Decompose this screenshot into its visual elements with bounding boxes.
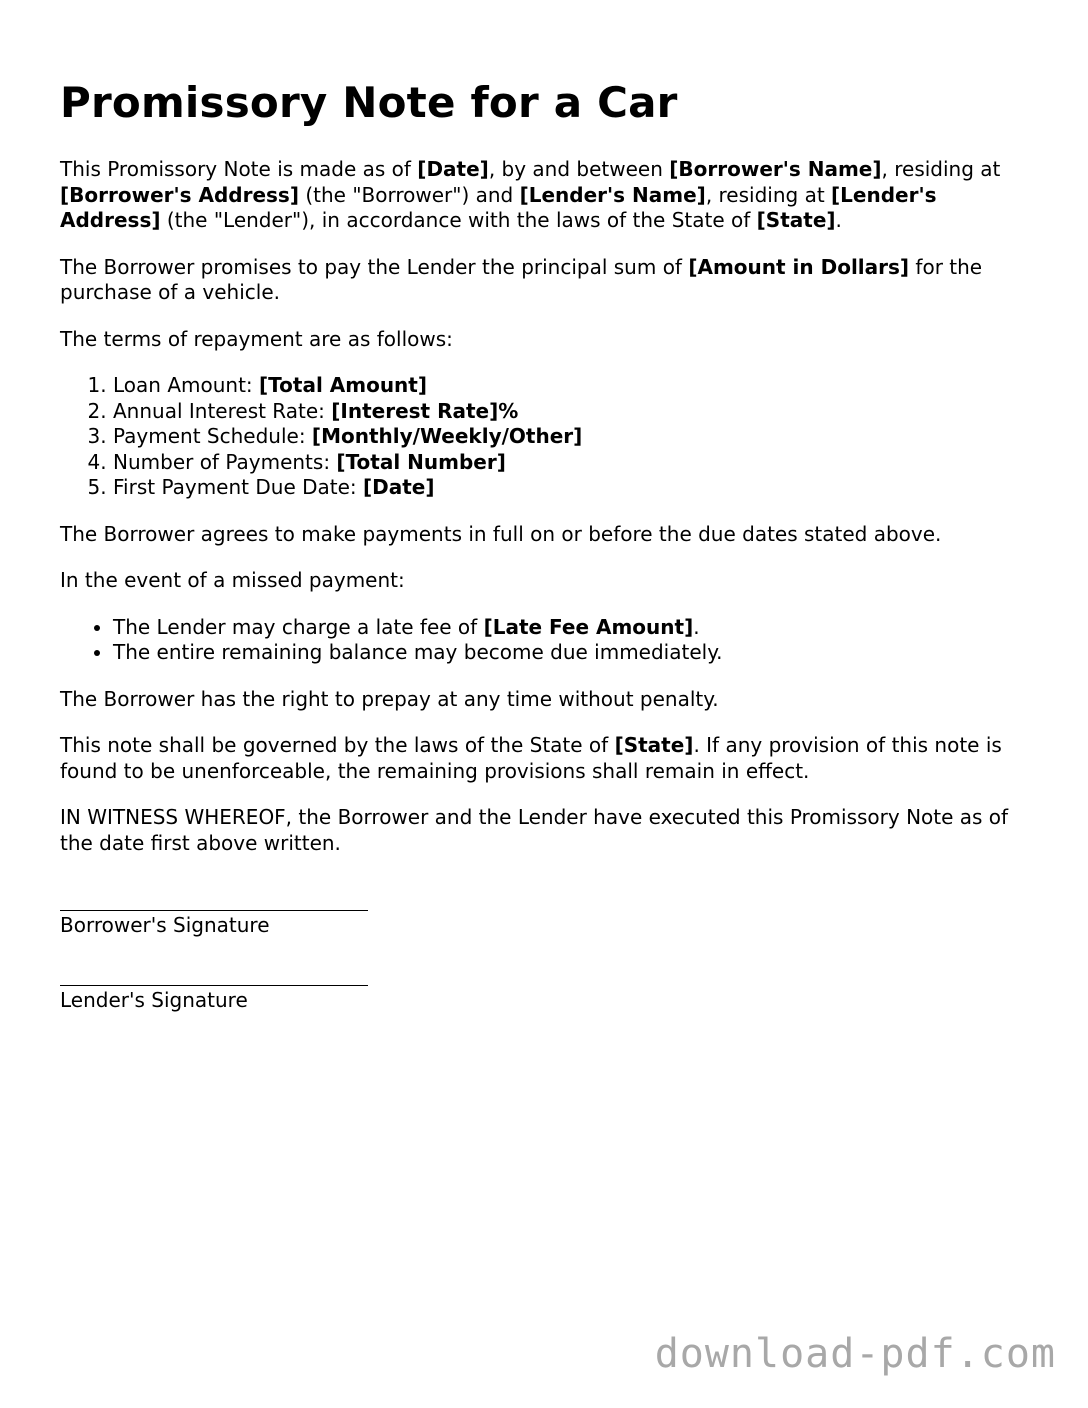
lender-signature-label: Lender's Signature <box>60 987 248 1012</box>
lender-signature-line[interactable] <box>60 963 368 986</box>
intro-text: (the "Borrower") and <box>298 182 520 207</box>
governing-text: . If any provision of this note is found to be unenforceable, the remaining provisions shall remain in effect. <box>60 733 1002 783</box>
intro-text: (the "Lender"), in accordance with the laws of the State of <box>160 208 757 232</box>
terms-list <box>60 373 1030 501</box>
intro-text: This Promissory Note is made as of <box>60 157 418 181</box>
borrower-address-placeholder: [Borrower's Address] <box>60 182 299 207</box>
intro-text: , by and between <box>488 157 670 181</box>
late-fee-placeholder: [Late Fee Amount] <box>483 614 694 639</box>
terms-intro: The terms of repayment are as follows: <box>60 326 453 351</box>
missed-text: . <box>693 614 700 639</box>
term-value: [Total Number] <box>336 449 506 474</box>
term-label: First Payment Due Date: <box>113 475 363 499</box>
date-placeholder: [Date] <box>417 157 489 181</box>
lender-name-placeholder: [Lender's Name] <box>519 182 706 207</box>
signature-block <box>60 888 1030 1013</box>
term-value: [Date] <box>363 475 435 499</box>
intro-text: , residing at <box>705 182 832 207</box>
term-value: [Interest Rate]% <box>331 398 519 423</box>
borrower-signature-line[interactable] <box>60 888 368 911</box>
principal-text: The Borrower promises to pay the Lender the principal sum of <box>60 254 689 279</box>
prepay-paragraph: The Borrower has the right to prepay at any time without penalty. <box>60 686 719 711</box>
witness-paragraph: IN WITNESS WHEREOF, the Borrower and the Lender have executed this Promissory Note as of the date first above written. <box>60 805 1009 855</box>
terms-list-item <box>113 399 1030 425</box>
borrower-name-placeholder: [Borrower's Name] <box>669 157 882 181</box>
state-placeholder: [State] <box>614 733 694 757</box>
missed-list-item: • The entire remaining balance may become due immediately. <box>113 640 1030 666</box>
principal-paragraph <box>60 255 1030 306</box>
amount-placeholder: [Amount in Dollars] <box>688 254 910 279</box>
principal-text: for the purchase of a vehicle. <box>60 254 983 304</box>
governing-paragraph <box>60 733 1030 784</box>
term-value: [Total Amount] <box>259 373 427 397</box>
intro-text: , residing at <box>881 157 1001 181</box>
terms-list-item <box>113 450 1030 476</box>
terms-list-item <box>113 373 1030 399</box>
term-label: Loan Amount: <box>113 373 260 397</box>
lender-address-placeholder: [Lender's Address] <box>60 182 937 232</box>
intro-paragraph <box>60 157 1030 234</box>
borrower-signature-label: Borrower's Signature <box>60 913 270 937</box>
missed-text: The Lender may charge a late fee of <box>113 614 484 639</box>
missed-intro: In the event of a missed payment: <box>60 568 405 592</box>
agree-paragraph: The Borrower agrees to make payments in full on or before the due dates stated above. <box>60 521 942 546</box>
term-label: Annual Interest Rate: <box>113 398 332 423</box>
document-body <box>60 157 1030 1037</box>
governing-text: This note shall be governed by the laws of the State of <box>60 733 615 757</box>
state-placeholder: [State] <box>756 208 836 232</box>
term-label: Number of Payments: <box>113 449 337 474</box>
term-value: [Monthly/Weekly/Other] <box>311 424 583 448</box>
terms-list-item <box>113 424 1030 450</box>
intro-text: . <box>835 208 842 232</box>
missed-list-item <box>113 615 1030 641</box>
page-title: Promissory Note for a Car <box>60 78 678 127</box>
missed-list <box>60 615 1030 666</box>
terms-list-item <box>113 475 1030 501</box>
watermark: download-pdf.com <box>654 1331 1056 1377</box>
term-label: Payment Schedule: <box>113 424 312 448</box>
